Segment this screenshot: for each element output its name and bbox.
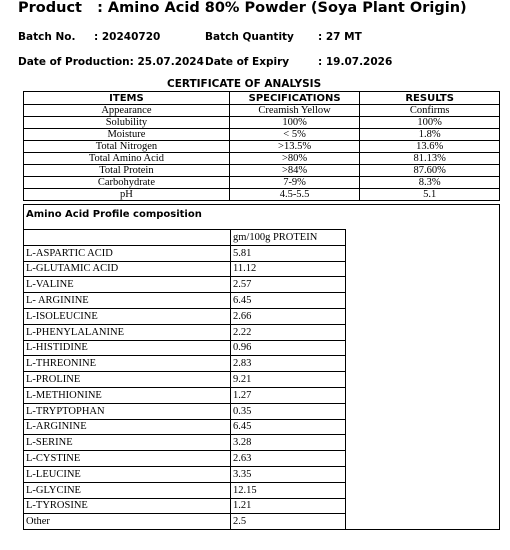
coa-row (24, 165, 500, 177)
amino-acid-value: 0.96 (231, 340, 346, 356)
amino-acid-name: L-ARGININE (24, 419, 231, 435)
coa-row (24, 177, 500, 189)
amino-acid-value: 2.83 (231, 356, 346, 372)
amino-acid-name: L-ASPARTIC ACID (24, 245, 231, 261)
coa-result: 100% (360, 117, 500, 129)
coa-title: CERTIFICATE OF ANALYSIS (167, 78, 322, 90)
coa-specification: 100% (229, 117, 359, 129)
amino-acid-row (24, 451, 500, 467)
amino-acid-row (24, 245, 500, 261)
amino-acid-spacer (346, 435, 500, 451)
amino-acid-spacer (346, 387, 500, 403)
coa-item: Moisture (24, 129, 230, 141)
amino-unit-blank (24, 230, 231, 246)
coa-item: Solubility (24, 117, 230, 129)
amino-acid-spacer (346, 356, 500, 372)
amino-acid-row (24, 308, 500, 324)
coa-row (24, 105, 500, 117)
coa-specification: < 5% (229, 129, 359, 141)
amino-acid-spacer (346, 466, 500, 482)
amino-acid-value: 3.28 (231, 435, 346, 451)
amino-acid-value: 0.35 (231, 403, 346, 419)
amino-acid-row (24, 277, 500, 293)
amino-acid-name: L-PHENYLALANINE (24, 324, 231, 340)
coa-item: Total Nitrogen (24, 141, 230, 153)
amino-acid-name: L-GLUTAMIC ACID (24, 261, 231, 277)
amino-acid-spacer (346, 403, 500, 419)
coa-result: 5.1 (360, 189, 500, 201)
coa-result: 1.8% (360, 129, 500, 141)
amino-acid-value: 1.21 (231, 498, 346, 514)
expiry-value: : 19.07.2026 (318, 56, 393, 68)
amino-acid-row (24, 293, 500, 309)
amino-acid-name: L-LEUCINE (24, 466, 231, 482)
amino-acid-value: 9.21 (231, 372, 346, 388)
coa-result: 81.13% (360, 153, 500, 165)
coa-item: Carbohydrate (24, 177, 230, 189)
coa-specification: Creamish Yellow (229, 105, 359, 117)
amino-acid-name: L-HISTIDINE (24, 340, 231, 356)
coa-specification: >84% (229, 165, 359, 177)
coa-specification: >13.5% (229, 141, 359, 153)
amino-acid-spacer (346, 293, 500, 309)
amino-acid-value: 2.63 (231, 451, 346, 467)
coa-row (24, 117, 500, 129)
amino-acid-row (24, 482, 500, 498)
coa-item: Appearance (24, 105, 230, 117)
amino-acid-name: L-PROLINE (24, 372, 231, 388)
amino-acid-row (24, 466, 500, 482)
amino-acid-value: 2.5 (231, 514, 346, 530)
amino-acid-spacer (346, 514, 500, 530)
coa-row (24, 141, 500, 153)
coa-result: 8.3% (360, 177, 500, 189)
amino-acid-value: 6.45 (231, 293, 346, 309)
amino-acid-row (24, 356, 500, 372)
amino-acid-name: L-ISOLEUCINE (24, 308, 231, 324)
amino-acid-name: L- ARGININE (24, 293, 231, 309)
amino-acid-name: L-CYSTINE (24, 451, 231, 467)
coa-header-row (24, 92, 500, 105)
amino-acid-name: L-TRYPTOPHAN (24, 403, 231, 419)
amino-acid-row (24, 340, 500, 356)
amino-acid-name: L-VALINE (24, 277, 231, 293)
amino-profile-title: Amino Acid Profile composition (26, 209, 202, 220)
amino-acid-value: 3.35 (231, 466, 346, 482)
amino-acid-row (24, 498, 500, 514)
coa-item: pH (24, 189, 230, 201)
amino-acid-spacer (346, 277, 500, 293)
amino-acid-name: L-GLYCINE (24, 482, 231, 498)
product-label: Product (18, 0, 82, 16)
amino-acid-value: 2.66 (231, 308, 346, 324)
amino-acid-spacer (346, 324, 500, 340)
coa-result: 87.60% (360, 165, 500, 177)
coa-row (24, 189, 500, 201)
product-value: : Amino Acid 80% Powder (Soya Plant Origin) (97, 0, 467, 16)
amino-acid-spacer (346, 308, 500, 324)
coa-item: Total Amino Acid (24, 153, 230, 165)
coa-specification: 7-9% (229, 177, 359, 189)
amino-acid-spacer (346, 340, 500, 356)
amino-acid-row (24, 403, 500, 419)
expiry-label: Date of Expiry (205, 56, 290, 68)
amino-acid-value: 5.81 (231, 245, 346, 261)
amino-acid-spacer (346, 451, 500, 467)
production-date: Date of Production: 25.07.2024 (18, 56, 204, 68)
amino-acid-row (24, 261, 500, 277)
amino-acid-value: 2.22 (231, 324, 346, 340)
amino-acid-row (24, 514, 500, 530)
coa-table (23, 91, 500, 201)
amino-acid-value: 6.45 (231, 419, 346, 435)
amino-acid-spacer (346, 498, 500, 514)
amino-acid-row (24, 419, 500, 435)
amino-acid-spacer (346, 372, 500, 388)
amino-acid-row (24, 435, 500, 451)
amino-unit-header: gm/100g PROTEIN (231, 230, 346, 246)
coa-item: Total Protein (24, 165, 230, 177)
coa-header-results: RESULTS (360, 92, 500, 105)
amino-acid-table (23, 229, 500, 530)
coa-header-items: ITEMS (24, 92, 230, 105)
batch-no-value: : 20240720 (94, 31, 161, 43)
amino-acid-spacer (346, 482, 500, 498)
amino-acid-value: 12.15 (231, 482, 346, 498)
amino-profile-header-box (23, 204, 500, 230)
coa-result: Confirms (360, 105, 500, 117)
product-line (18, 0, 467, 16)
coa-result: 13.6% (360, 141, 500, 153)
amino-acid-row (24, 372, 500, 388)
amino-acid-value: 11.12 (231, 261, 346, 277)
batch-quantity-label: Batch Quantity (205, 31, 294, 43)
amino-acid-name: L-THREONINE (24, 356, 231, 372)
amino-acid-spacer (346, 419, 500, 435)
batch-no-label: Batch No. (18, 31, 76, 43)
amino-acid-row (24, 324, 500, 340)
amino-acid-value: 1.27 (231, 387, 346, 403)
amino-acid-spacer (346, 261, 500, 277)
amino-acid-name: L-SERINE (24, 435, 231, 451)
amino-acid-value: 2.57 (231, 277, 346, 293)
amino-acid-name: Other (24, 514, 231, 530)
coa-specification: >80% (229, 153, 359, 165)
amino-acid-row (24, 387, 500, 403)
amino-unit-spacer (346, 230, 500, 246)
amino-acid-name: L-METHIONINE (24, 387, 231, 403)
coa-header-specifications: SPECIFICATIONS (229, 92, 359, 105)
coa-row (24, 153, 500, 165)
amino-acid-name: L-TYROSINE (24, 498, 231, 514)
coa-specification: 4.5-5.5 (229, 189, 359, 201)
amino-acid-spacer (346, 245, 500, 261)
coa-row (24, 129, 500, 141)
amino-unit-row (24, 230, 500, 246)
batch-quantity-value: : 27 MT (318, 31, 362, 43)
